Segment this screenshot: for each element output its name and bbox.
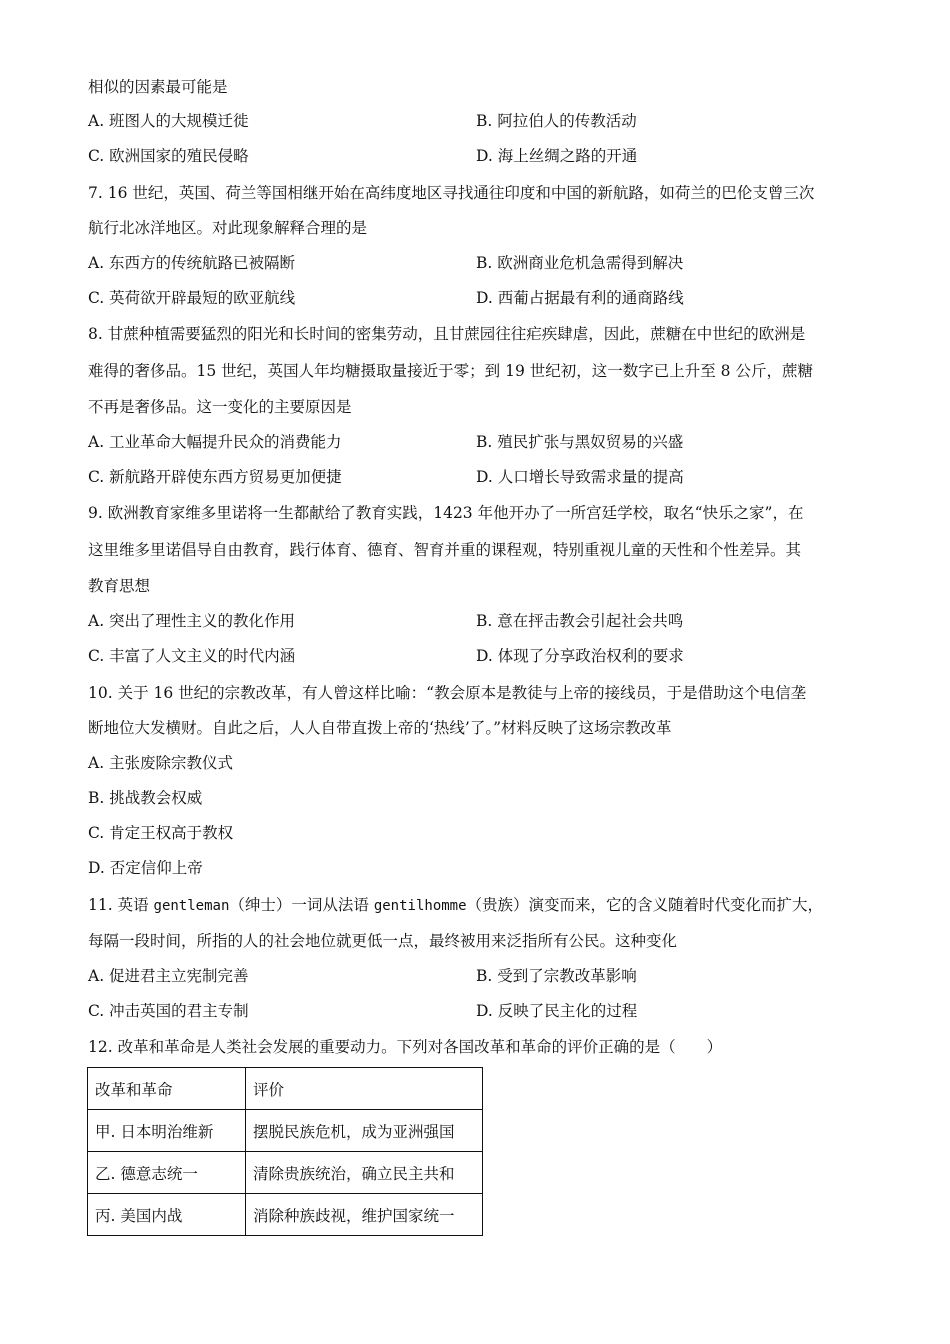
table-header-row — [88, 1068, 483, 1110]
q7-option-d: D. 西葡占据最有利的通商路线 — [476, 289, 684, 307]
q9-option-b: B. 意在抨击教会引起社会共鸣 — [476, 612, 684, 630]
q11-stem-part-b: （绅士）一词从法语 — [229, 896, 374, 914]
table-row — [88, 1152, 483, 1194]
q8-option-b: B. 殖民扩张与黑奴贸易的兴盛 — [476, 433, 684, 451]
q7-stem-line-2: 航行北冰洋地区。对此现象解释合理的是 — [88, 219, 368, 237]
q8-stem-line-1: 8. 甘蔗种植需要猛烈的阳光和长时间的密集劳动，且甘蔗园往往疟疾肆虐，因此，蔗糖在中世纪的欧洲是 — [88, 325, 806, 343]
q6-option-b: B. 阿拉伯人的传教活动 — [476, 112, 637, 130]
table-cell-reform: 丙. 美国内战 — [88, 1194, 246, 1236]
q9-option-d: D. 体现了分享政治权利的要求 — [476, 647, 684, 665]
q10-option-d: D. 否定信仰上帝 — [88, 859, 203, 877]
table-cell-evaluation: 摆脱民族危机，成为亚洲强国 — [246, 1110, 483, 1152]
q8-option-a: A. 工业革命大幅提升民众的消费能力 — [88, 433, 342, 451]
q10-stem-line-2: 断地位大发横财。自此之后，人人自带直拨上帝的‘热线’了。”材料反映了这场宗教改革 — [88, 719, 672, 737]
q9-stem-line-3: 教育思想 — [88, 577, 151, 595]
q12-stem: 12. 改革和革命是人类社会发展的重要动力。下列对各国改革和革命的评价正确的是（ ） — [88, 1038, 723, 1056]
q12-evaluation-table — [87, 1067, 483, 1236]
table-header-reform: 改革和革命 — [88, 1068, 246, 1110]
q11-option-a: A. 促进君主立宪制完善 — [88, 967, 249, 985]
q11-stem-part-c: （贵族）演变而来，它的含义随着时代变化而扩大， — [466, 896, 824, 914]
table-cell-evaluation: 消除种族歧视，维护国家统一 — [246, 1194, 483, 1236]
table-cell-reform: 乙. 德意志统一 — [88, 1152, 246, 1194]
table-cell-evaluation: 清除贵族统治，确立民主共和 — [246, 1152, 483, 1194]
q11-option-c: C. 冲击英国的君主专制 — [88, 1002, 249, 1020]
q11-stem-part-a: 11. 英语 — [88, 896, 154, 914]
q8-option-c: C. 新航路开辟使东西方贸易更加便捷 — [88, 468, 342, 486]
q6-option-a: A. 班图人的大规模迁徙 — [88, 112, 249, 130]
q9-stem-line-1: 9. 欧洲教育家维多里诺将一生都献给了教育实践，1423 年他开办了一所宫廷学校，取名“快乐之家”，在 — [88, 504, 804, 522]
table-row — [88, 1194, 483, 1236]
q7-option-b: B. 欧洲商业危机急需得到解决 — [476, 254, 684, 272]
q7-stem-line-1: 7. 16 世纪，英国、荷兰等国相继开始在高纬度地区寻找通往印度和中国的新航路，如荷兰的巴伦支曾三次 — [88, 184, 815, 202]
q8-stem-line-2: 难得的奢侈品。15 世纪，英国人年均糖摄取量接近于零；到 19 世纪初，这一数字已上升至 8 公斤，蔗糖 — [88, 362, 813, 380]
q10-stem-line-1: 10. 关于 16 世纪的宗教改革，有人曾这样比喻：“教会原本是教徒与上帝的接线员，于是借助这个电信垄 — [88, 684, 807, 702]
q6-option-d: D. 海上丝绸之路的开通 — [476, 147, 638, 165]
q9-option-c: C. 丰富了人文主义的时代内涵 — [88, 647, 296, 665]
q11-option-b: B. 受到了宗教改革影响 — [476, 967, 637, 985]
q11-word-gentilhomme: gentilhomme — [373, 898, 467, 914]
table-cell-reform: 甲. 日本明治维新 — [88, 1110, 246, 1152]
q10-option-a: A. 主张废除宗教仪式 — [88, 754, 234, 772]
q11-stem-line-2: 每隔一段时间，所指的人的社会地位就更低一点，最终被用来泛指所有公民。这种变化 — [88, 932, 678, 950]
q7-option-c: C. 英荷欲开辟最短的欧亚航线 — [88, 289, 296, 307]
q6-option-c: C. 欧洲国家的殖民侵略 — [88, 147, 249, 165]
q8-option-d: D. 人口增长导致需求量的提高 — [476, 468, 684, 486]
table-header-evaluation: 评价 — [246, 1068, 483, 1110]
q7-option-a: A. 东西方的传统航路已被隔断 — [88, 254, 296, 272]
table-row — [88, 1110, 483, 1152]
q11-stem-line-1 — [88, 895, 823, 916]
q10-option-c: C. 肯定王权高于教权 — [88, 824, 234, 842]
q11-word-gentleman: gentleman — [153, 898, 230, 914]
q9-option-a: A. 突出了理性主义的教化作用 — [88, 612, 296, 630]
q11-option-d: D. 反映了民主化的过程 — [476, 1002, 638, 1020]
q10-option-b: B. 挑战教会权威 — [88, 789, 203, 807]
q9-stem-line-2: 这里维多里诺倡导自由教育，践行体育、德育、智育并重的课程观，特别重视儿童的天性和个性差异。其 — [88, 541, 802, 559]
q6-stem-tail: 相似的因素最可能是 — [88, 78, 228, 96]
q8-stem-line-3: 不再是奢侈品。这一变化的主要原因是 — [88, 398, 352, 416]
